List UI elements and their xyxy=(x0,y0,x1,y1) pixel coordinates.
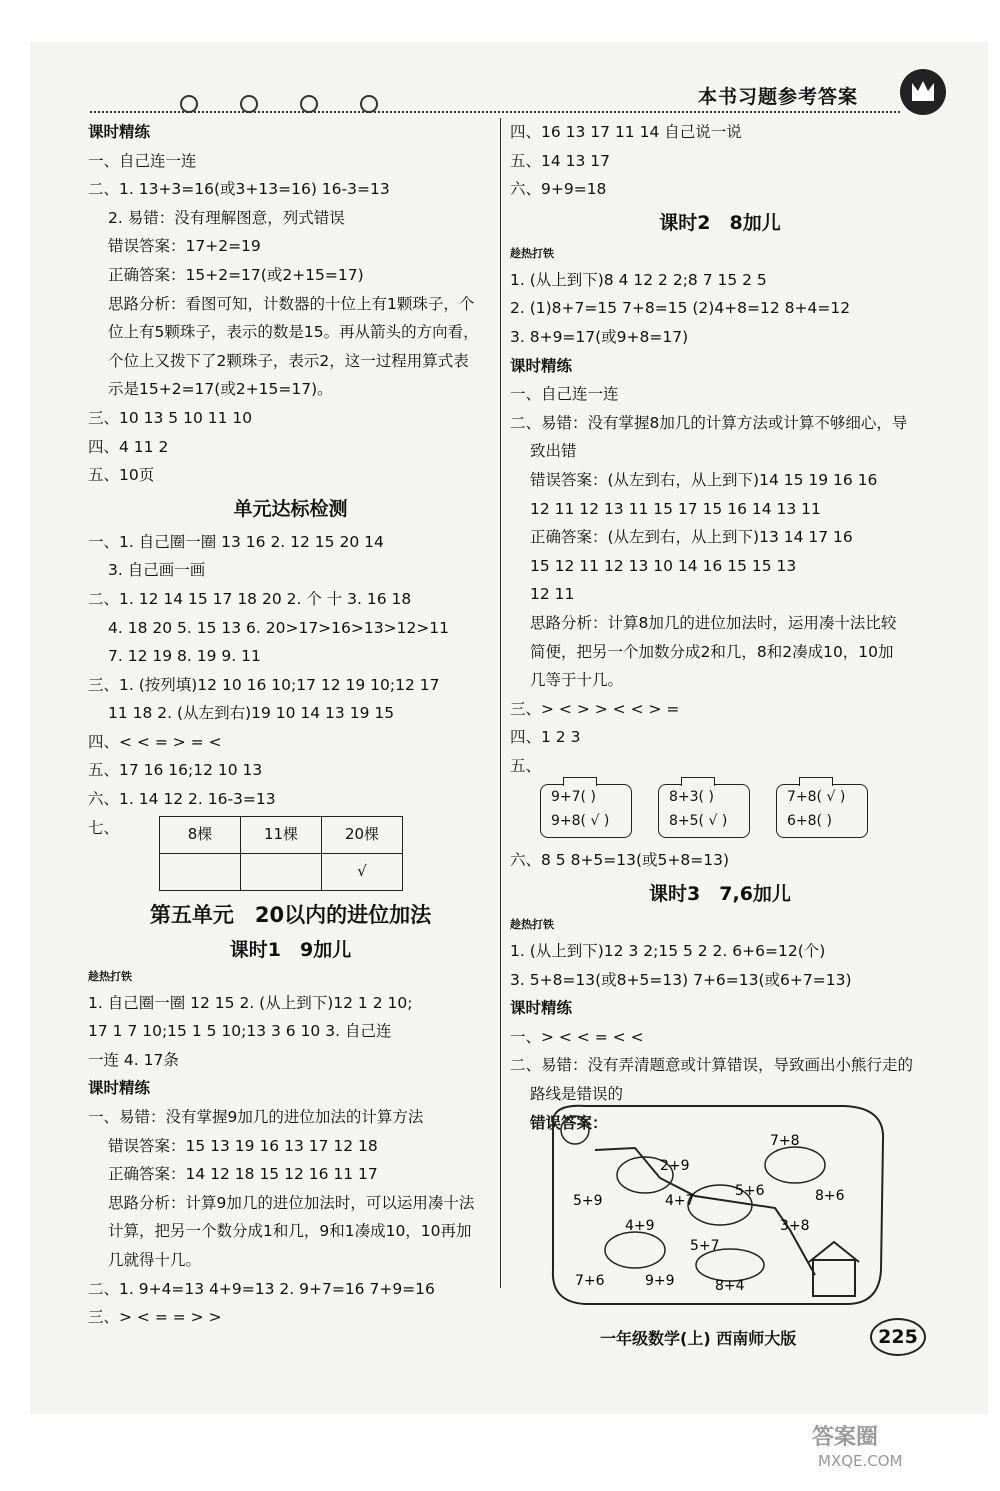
comparison-box xyxy=(540,784,632,838)
table-mark-cell: √ xyxy=(322,853,403,890)
maze-label: 8+6 xyxy=(815,1188,845,1204)
answer-line: 1. 自己圈一圈 12 15 2. (从上到下)12 1 2 10; xyxy=(88,993,413,1012)
answer-line: 二、1. 13+3=16(或3+13=16) 16-3=13 xyxy=(88,180,390,199)
answer-line: 五、10页 xyxy=(88,466,155,485)
house-icon xyxy=(813,1260,855,1296)
unit-test-title: 单元达标检测 xyxy=(233,497,348,520)
warmup-label: 趁热打铁 xyxy=(88,969,132,983)
answer-line: 三、1. (按列填)12 10 16 10;17 12 19 10;12 17 xyxy=(88,675,440,694)
answer-line: 1. (从上到下)12 3 2;15 5 2 2. 6+6=12(个) xyxy=(510,942,826,961)
answer-line: 2. 易错：没有理解图意，列式错误 xyxy=(108,208,345,227)
header-title: 本书习题参考答案 xyxy=(698,86,859,108)
answer-line: 计算，把另一个数分成1和几，9和1凑成10，10再加 xyxy=(108,1222,472,1241)
answer-line: 15 12 11 12 13 10 14 16 15 15 13 xyxy=(530,556,797,575)
answer-line: 11 18 2. (从左到右)19 10 14 13 19 15 xyxy=(108,704,395,723)
box-line: 8+5( √ ) xyxy=(669,813,728,830)
answer-line: 一、自己连一连 xyxy=(510,385,619,404)
comparison-box xyxy=(658,784,750,838)
answer-line: 六、8 5 8+5=13(或5+8=13) xyxy=(510,851,730,870)
wrong-route-line xyxy=(595,1148,815,1275)
box-line: 9+8( √ ) xyxy=(551,813,610,830)
table-header-cell: 11棵 xyxy=(241,816,322,853)
maze-label: 3+8 xyxy=(780,1218,810,1234)
answer-line: 错误答案：15 13 19 16 13 17 12 18 xyxy=(108,1136,378,1155)
answer-line: 一、> < < = < < xyxy=(510,1027,644,1046)
answer-line: 课时精练 xyxy=(510,999,573,1018)
right-column xyxy=(510,118,930,1137)
answer-line: 五、14 13 17 xyxy=(510,151,611,170)
answer-line: 3. 自己画一画 xyxy=(108,561,206,580)
answer-line: 个位上又拨下了2颗珠子，表示2，这一过程用算式表 xyxy=(108,351,469,370)
table-header-cell: 8棵 xyxy=(160,816,241,853)
column-divider xyxy=(500,118,501,1288)
table-mark-cell xyxy=(160,853,241,890)
answer-line: 17 1 7 10;15 1 5 10;13 3 6 10 3. 自己连 xyxy=(88,1022,392,1041)
answer-line: 三、> < = = > > xyxy=(88,1308,222,1327)
answer-line: 课时精练 xyxy=(88,1079,151,1098)
bear-icon xyxy=(561,1116,589,1144)
answer-line: 4. 18 20 5. 15 13 6. 20>17>16>13>12>11 xyxy=(108,618,450,637)
answer-line: 四、< < = > = < xyxy=(88,732,222,751)
watermark-logo: 答案圈 xyxy=(812,1425,879,1450)
answer-line: 三、10 13 5 10 11 10 xyxy=(88,408,253,427)
knot-icon xyxy=(180,95,198,113)
table-header-cell: 20棵 xyxy=(322,816,403,853)
box-line: 8+3( ) xyxy=(669,789,714,806)
maze-label: 9+9 xyxy=(645,1273,675,1289)
box-line: 9+7( ) xyxy=(551,789,596,806)
box-line: 6+8( ) xyxy=(787,813,832,830)
answer-line: 路线是错误的 xyxy=(530,1085,624,1104)
maze-island xyxy=(605,1232,665,1268)
answer-line: 12 11 12 13 11 15 17 15 16 14 13 11 xyxy=(530,499,821,518)
knot-icon xyxy=(300,95,318,113)
table-mark-cell xyxy=(241,853,322,890)
maze-label: 7+6 xyxy=(575,1273,605,1289)
maze-label: 5+7 xyxy=(690,1238,720,1254)
answer-line: 思路分析：计算8加几的进位加法时，运用凑十法比较 xyxy=(530,613,897,632)
answer-line: 7. 12 19 8. 19 9. 11 xyxy=(108,647,261,666)
answer-line: 二、1. 12 14 15 17 18 20 2. 个 十 3. 16 18 xyxy=(88,589,412,608)
lesson2-title: 课时2 8加儿 xyxy=(659,211,781,234)
answer-line: 1. (从上到下)8 4 12 2 2;8 7 15 2 5 xyxy=(510,270,767,289)
answer-line: 思路分析：计算9加几的进位加法时，可以运用凑十法 xyxy=(108,1193,475,1212)
q7-row xyxy=(88,814,493,895)
answer-line: 五、17 16 16;12 10 13 xyxy=(88,761,263,780)
answer-line: 正确答案：(从左到右，从上到下)13 14 17 16 xyxy=(530,528,853,547)
maze-label-group xyxy=(573,1133,845,1294)
answer-line: 一连 4. 17条 xyxy=(88,1050,179,1069)
lesson2-answer-list xyxy=(510,266,930,752)
answer-line: 位上有5颗珠子，表示的数是15。再从箭头的方向看， xyxy=(108,323,479,342)
right-top-answer-list xyxy=(510,118,930,204)
header-dotted-line xyxy=(90,111,900,113)
answer-line: 正确答案：14 12 18 15 12 16 11 17 xyxy=(108,1165,378,1184)
knot-icon xyxy=(360,95,378,113)
unit-test-answer-list xyxy=(88,528,493,814)
maze-figure xyxy=(545,1100,890,1310)
knot-icon xyxy=(240,95,258,113)
answer-line: 几等于十几。 xyxy=(530,671,624,690)
maze-label: 4+9 xyxy=(625,1218,655,1234)
answer-line: 一、易错：没有掌握9加几的进位加法的计算方法 xyxy=(88,1108,424,1127)
answer-line: 三、> < > > < < > = xyxy=(510,699,680,718)
maze-label: 5+9 xyxy=(573,1193,603,1209)
after-box-answer-list xyxy=(510,846,930,875)
answer-line: 二、易错：没有掌握8加几的计算方法或计算不够细心，导 xyxy=(510,413,908,432)
answer-line: 正确答案：15+2=17(或2+15=17) xyxy=(108,265,364,284)
warmup-label: 趁热打铁 xyxy=(510,918,554,932)
left-column xyxy=(88,118,493,1332)
answer-line: 几就得十几。 xyxy=(108,1251,202,1269)
page-number: 225 xyxy=(870,1318,926,1356)
answer-line: 3. 5+8=13(或8+5=13) 7+6=13(或6+7=13) xyxy=(510,970,852,989)
answer-line: 六、9+9=18 xyxy=(510,180,607,199)
maze-label: 5+6 xyxy=(735,1183,765,1199)
maze-island xyxy=(765,1147,825,1183)
warmup-label: 趁热打铁 xyxy=(510,246,554,260)
q5-label: 五、 xyxy=(510,756,542,775)
answer-line: 错误答案：(从左到右，从上到下)14 15 19 16 16 xyxy=(530,470,878,489)
answer-line: 思路分析：看图可知，计数器的十位上有1颗珠子，个 xyxy=(108,294,475,313)
answer-line: 错误答案：17+2=19 xyxy=(108,237,261,256)
answer-line: 12 11 xyxy=(530,585,575,604)
lesson1-title: 课时1 9加儿 xyxy=(229,938,352,961)
answer-line: 六、1. 14 12 2. 16-3=13 xyxy=(88,790,276,809)
answer-line: 一、自己连一连 xyxy=(88,151,197,170)
lesson3-title: 课时3 7,6加儿 xyxy=(649,883,791,906)
lesson1-answer-list xyxy=(88,989,493,1332)
answer-line: 四、16 13 17 11 14 自己说一说 xyxy=(510,123,742,141)
answer-line: 简便，把另一个加数分成2和几，8和2凑成10，10加 xyxy=(530,642,894,661)
maze-label: 4+7 xyxy=(665,1193,695,1209)
answer-line: 课时精练 xyxy=(88,123,151,141)
left-answer-list xyxy=(88,118,493,490)
maze-label: 2+9 xyxy=(660,1158,690,1174)
answer-line: 3. 8+9=17(或9+8=17) xyxy=(510,327,689,346)
answer-line: 四、1 2 3 xyxy=(510,728,581,747)
watermark-site: MXQE.COM xyxy=(818,1452,903,1470)
maze-label: 8+4 xyxy=(715,1278,745,1294)
answer-line: 错误答案： xyxy=(530,1113,608,1132)
answer-line: 二、1. 9+4=13 4+9=13 2. 9+7=16 7+9=16 xyxy=(88,1279,435,1298)
box-line: 7+8( √ ) xyxy=(787,789,846,806)
q7-label: 七、 xyxy=(88,818,120,837)
maze-label: 7+8 xyxy=(770,1133,800,1149)
answer-line: 课时精练 xyxy=(510,356,573,375)
answer-line: 二、易错：没有弄清题意或计算错误，导致画出小熊行走的 xyxy=(510,1056,914,1075)
unit5-title: 第五单元 20以内的进位加法 xyxy=(149,902,432,927)
answer-line: 四、4 11 2 xyxy=(88,437,169,456)
comparison-boxes xyxy=(540,784,930,838)
answer-line: 一、1. 自己圈一圈 13 16 2. 12 15 20 14 xyxy=(88,532,384,551)
answer-line: 示是15+2=17(或2+15=17)。 xyxy=(108,380,333,399)
comparison-box xyxy=(776,784,868,838)
footer-book-title: 一年级数学(上) 西南师大版 xyxy=(600,1329,797,1348)
book-logo-icon xyxy=(900,69,946,115)
answer-line: 2. (1)8+7=15 7+8=15 (2)4+8=12 8+4=12 xyxy=(510,299,851,318)
answer-line: 致出错 xyxy=(530,442,577,461)
tree-count-table xyxy=(159,816,403,891)
